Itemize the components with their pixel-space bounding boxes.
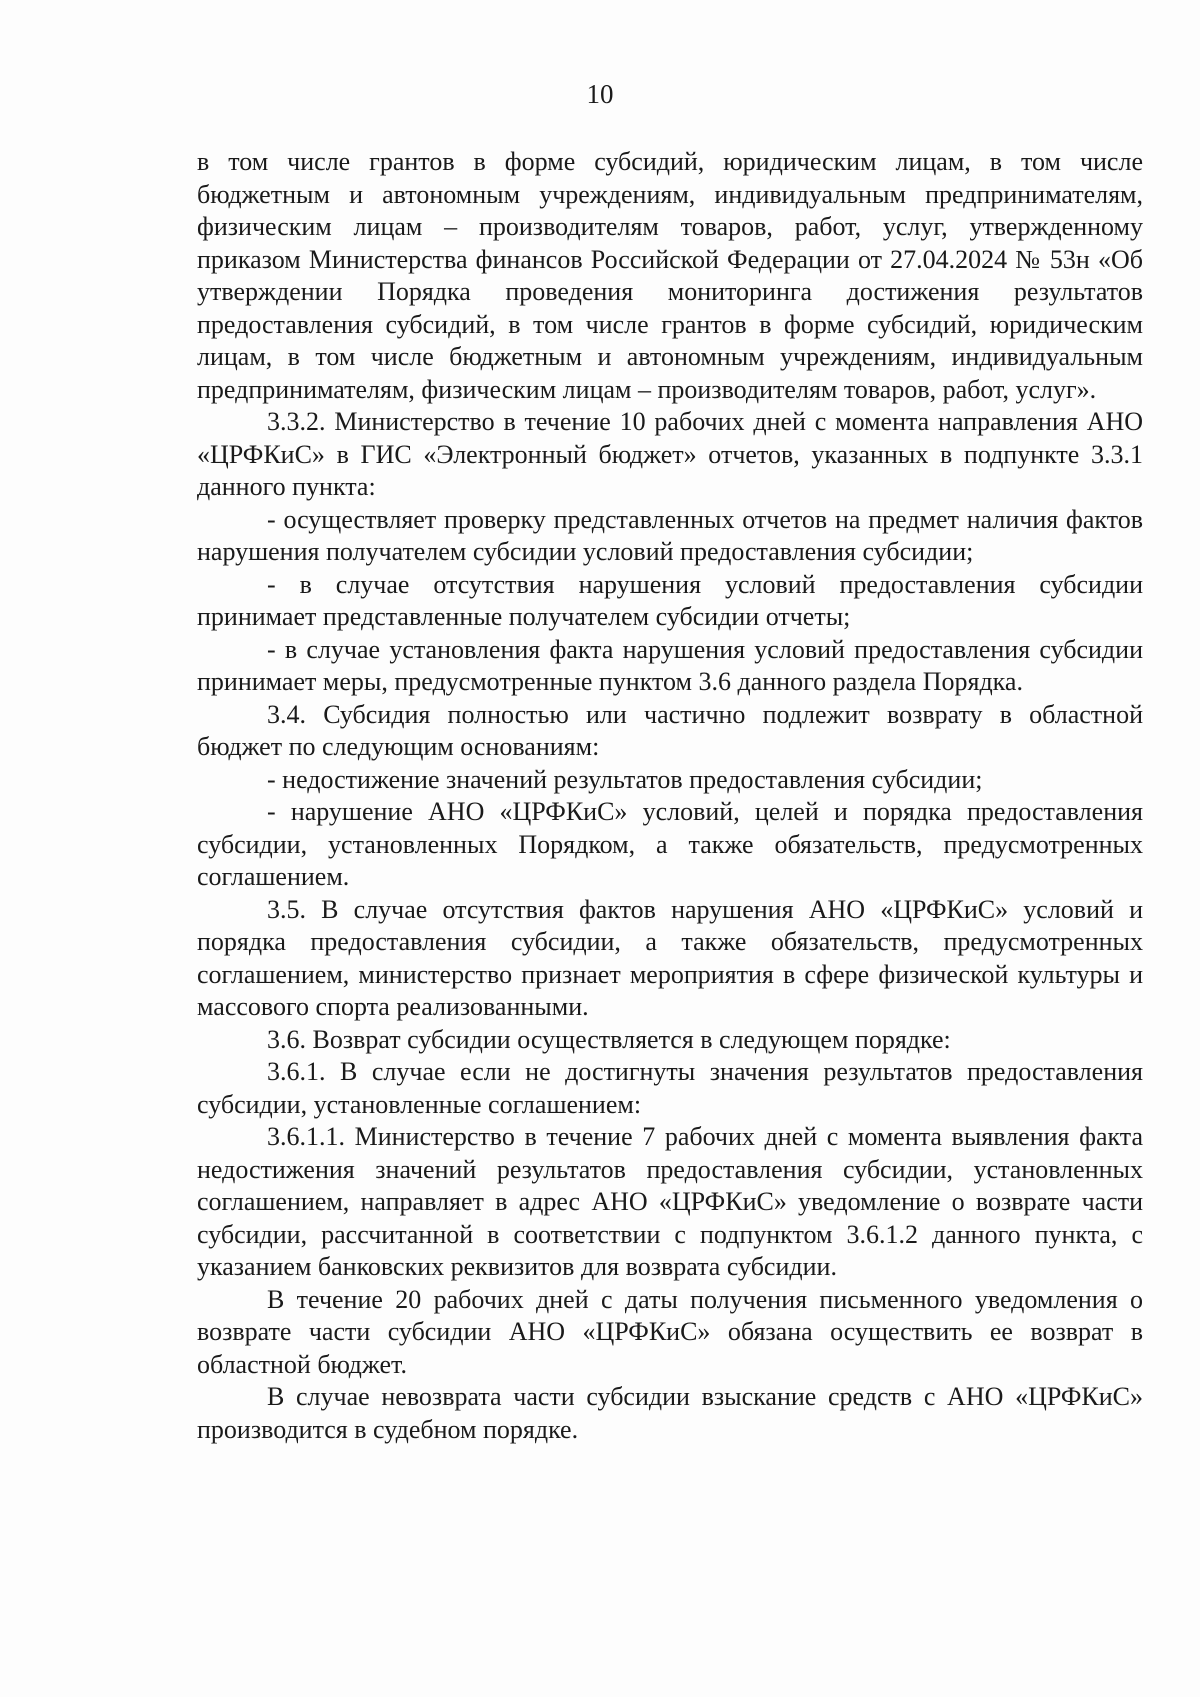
paragraph: 3.3.2. Министерство в течение 10 рабочих дней с момента направления АНО «ЦРФКиС» в ГИС «Электронный бюджет» отчетов, указанных в подпункте 3.3.1 данного пункта: [197, 407, 1143, 501]
page-number: 10 [586, 79, 614, 109]
paragraph: В случае невозврата части субсидии взыскание средств с АНО «ЦРФКиС» производится в судебном порядке. [197, 1382, 1143, 1444]
paragraph: 3.5. В случае отсутствия фактов нарушения АНО «ЦРФКиС» условий и порядка предоставления субсидии, а также обязательств, предусмотренных соглашением, министерство признает мероприятия в сфере физической культуры и массового спорта реализованными. [197, 894, 1143, 1021]
paragraph: В течение 20 рабочих дней с даты получения письменного уведомления о возврате части субсидии АНО «ЦРФКиС» обязана осуществить ее возврат в областной бюджет. [197, 1284, 1143, 1379]
paragraph: 3.4. Субсидия полностью или частично подлежит возврату в областной бюджет по следующим основаниям: [197, 699, 1143, 761]
paragraph: 3.6.1.1. Министерство в течение 7 рабочих дней с момента выявления факта недостижения значений результатов предоставления субсидии, установленных соглашением, направляет в адрес АНО «ЦРФКиС» уведомление о возврате части субсидии, рассчитанной в соответствии с подпунктом 3.6.1.2 данного пункта, с указанием банковских реквизитов для возврата субсидии. [197, 1122, 1143, 1281]
paragraph: 3.6. Возврат субсидии осуществляется в следующем порядке: [267, 1024, 951, 1054]
paragraph: в том числе грантов в форме субсидий, юридическим лицам, в том числе бюджетным и автономным учреждениям, индивидуальным предпринимателям, физическим лицам – производителям товаров, работ, услуг, утвержденному приказом Министерства финансов Российской Федерации от 27.04.2024 № 53н «Об утверждении Порядка проведения мониторинга достижения результатов предоставления субсидий, в том числе грантов в форме субсидий, юридическим лицам, в том числе бюджетным и автономным учреждениям, индивидуальным предпринимателям, физическим лицам – производителям товаров, работ, услуг». [197, 147, 1143, 404]
paragraph: - нарушение АНО «ЦРФКиС» условий, целей и порядка предоставления субсидии, установленных Порядком, а также обязательств, предусмотренных соглашением. [197, 797, 1143, 891]
paragraph: - в случае отсутствия нарушения условий предоставления субсидии принимает представленные получателем субсидии отчеты; [197, 569, 1143, 631]
paragraph: 3.6.1. В случае если не достигнуты значения результатов предоставления субсидии, установленные соглашением: [197, 1057, 1143, 1119]
paragraph: - недостижение значений результатов предоставления субсидии; [267, 764, 983, 794]
paragraph: - осуществляет проверку представленных отчетов на предмет наличия фактов нарушения получателем субсидии условий предоставления субсидии; [197, 504, 1143, 566]
paragraph: - в случае установления факта нарушения условий предоставления субсидии принимает меры, предусмотренные пунктом 3.6 данного раздела Порядка. [197, 634, 1143, 696]
document-body [197, 146, 1143, 1446]
